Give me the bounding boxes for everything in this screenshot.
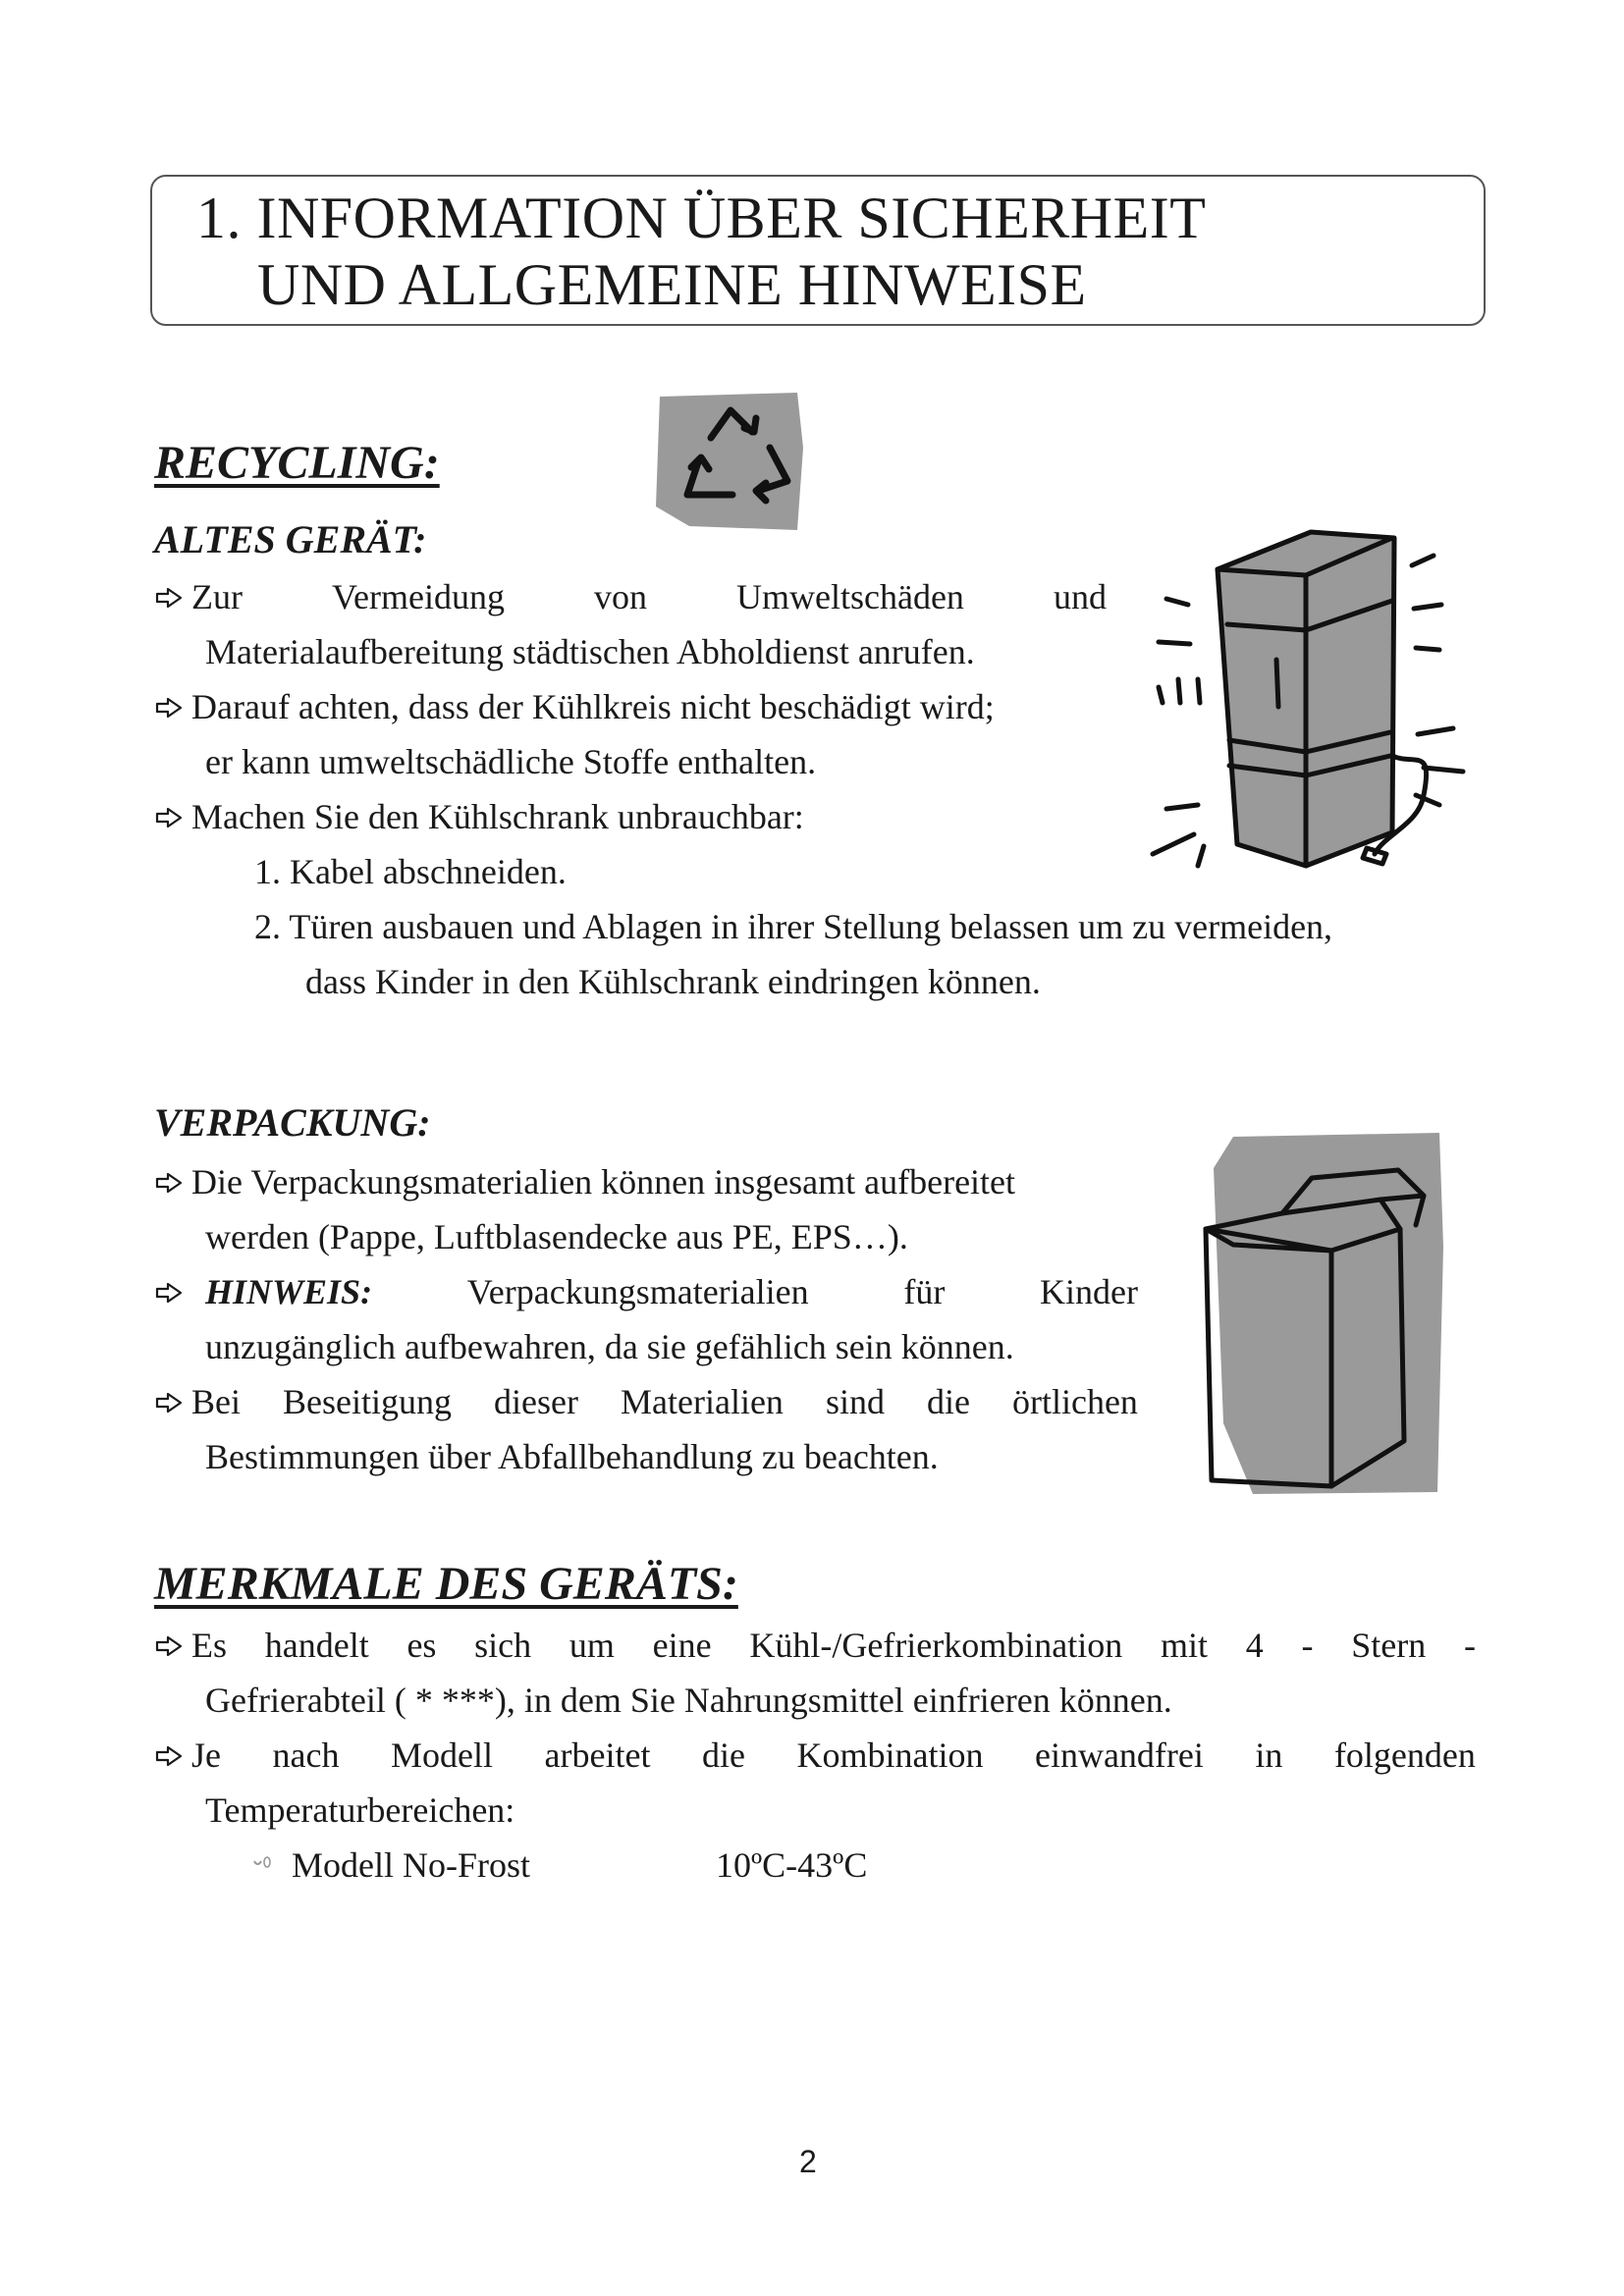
- arrow-bullet-icon: [154, 789, 191, 829]
- bullet-text: Je nach Modell arbeitet die Kombination einwandfrei in folgenden: [191, 1735, 1476, 1775]
- verpackung-bullets: [154, 1154, 1138, 1484]
- arrow-bullet-icon: [154, 1374, 191, 1415]
- altes-geraet-heading: ALTES GERÄT:: [154, 517, 427, 561]
- step-continuation: dass Kinder in den Kühlschrank eindringen können.: [305, 962, 1041, 1001]
- arrow-bullet-icon: [154, 1618, 191, 1658]
- model-label: Modell No-Frost: [292, 1845, 530, 1885]
- list-item: [154, 1728, 1476, 1783]
- bullet-text: Es handelt es sich um eine Kühl-/Gefrierkombination mit 4 - Stern -: [191, 1626, 1476, 1665]
- bullet-continuation: Gefrierabteil ( * ***), in dem Sie Nahrungsmittel einfrieren können.: [205, 1681, 1172, 1720]
- model-temperature-range: 10ºC-43ºC: [716, 1845, 868, 1885]
- arrow-bullet-icon: [154, 1264, 191, 1305]
- arrow-bullet-icon: [154, 1728, 191, 1768]
- step-item: 1. Kabel abschneiden.: [254, 852, 567, 891]
- list-item: [154, 1618, 1476, 1673]
- altes-geraet-bullets: [154, 569, 1107, 899]
- bullet-text: Bei Beseitigung dieser Materialien sind die örtlichen: [191, 1382, 1138, 1421]
- arrow-bullet-icon: [154, 569, 191, 610]
- list-item: [154, 1264, 1138, 1319]
- list-item: [154, 679, 1107, 734]
- page-title-line-1: 1. INFORMATION ÜBER SICHERHEIT: [196, 186, 1207, 250]
- arrow-bullet-icon: [154, 1154, 191, 1195]
- merkmale-bullets: [154, 1618, 1476, 1893]
- box-illustration: [1194, 1129, 1449, 1502]
- merkmale-heading: MERKMALE DES GERÄTS:: [154, 1558, 738, 1610]
- bullet-text: Machen Sie den Kühlschrank unbrauchbar:: [191, 797, 804, 836]
- bullet-text: Darauf achten, dass der Kühlkreis nicht beschädigt wird;: [191, 687, 995, 726]
- recycling-heading: RECYCLING:: [154, 437, 440, 489]
- fridge-illustration: [1139, 510, 1492, 883]
- hinweis-label: HINWEIS:: [205, 1272, 373, 1311]
- verpackung-heading: VERPACKUNG:: [154, 1100, 431, 1145]
- page-title-line-2: UND ALLGEMEINE HINWEISE: [257, 252, 1087, 317]
- bullet-continuation: unzugänglich aufbewahren, da sie gefählich sein können.: [205, 1327, 1014, 1366]
- bullet-continuation: Bestimmungen über Abfallbehandlung zu beachten.: [205, 1437, 939, 1476]
- list-item: [154, 1154, 1138, 1209]
- bullet-continuation: er kann umweltschädliche Stoffe enthalten.: [205, 742, 817, 781]
- small-bullet-icon: [252, 1838, 292, 1893]
- bullet-text: Die Verpackungsmaterialien können insgesamt aufbereitet: [191, 1162, 1016, 1201]
- step-item: 2. Türen ausbauen und Ablagen in ihrer Stellung belassen um zu vermeiden,: [254, 907, 1333, 946]
- bullet-continuation: Materialaufbereitung städtischen Abholdienst anrufen.: [205, 632, 975, 671]
- model-row: [154, 1838, 1476, 1893]
- bullet-text: HINWEIS: Verpackungsmaterialien für Kinder: [191, 1264, 1138, 1319]
- list-item: [154, 789, 1107, 844]
- page-number: 2: [799, 2144, 817, 2179]
- bullet-continuation: Temperaturbereichen:: [205, 1790, 515, 1830]
- arrow-bullet-icon: [154, 679, 191, 720]
- bullet-text: Zur Vermeidung von Umweltschäden und: [191, 577, 1107, 616]
- list-item: [154, 1374, 1138, 1429]
- recycle-icon: [650, 389, 807, 534]
- list-item: [154, 569, 1107, 624]
- bullet-continuation: werden (Pappe, Luftblasendecke aus PE, EPS…).: [205, 1217, 908, 1256]
